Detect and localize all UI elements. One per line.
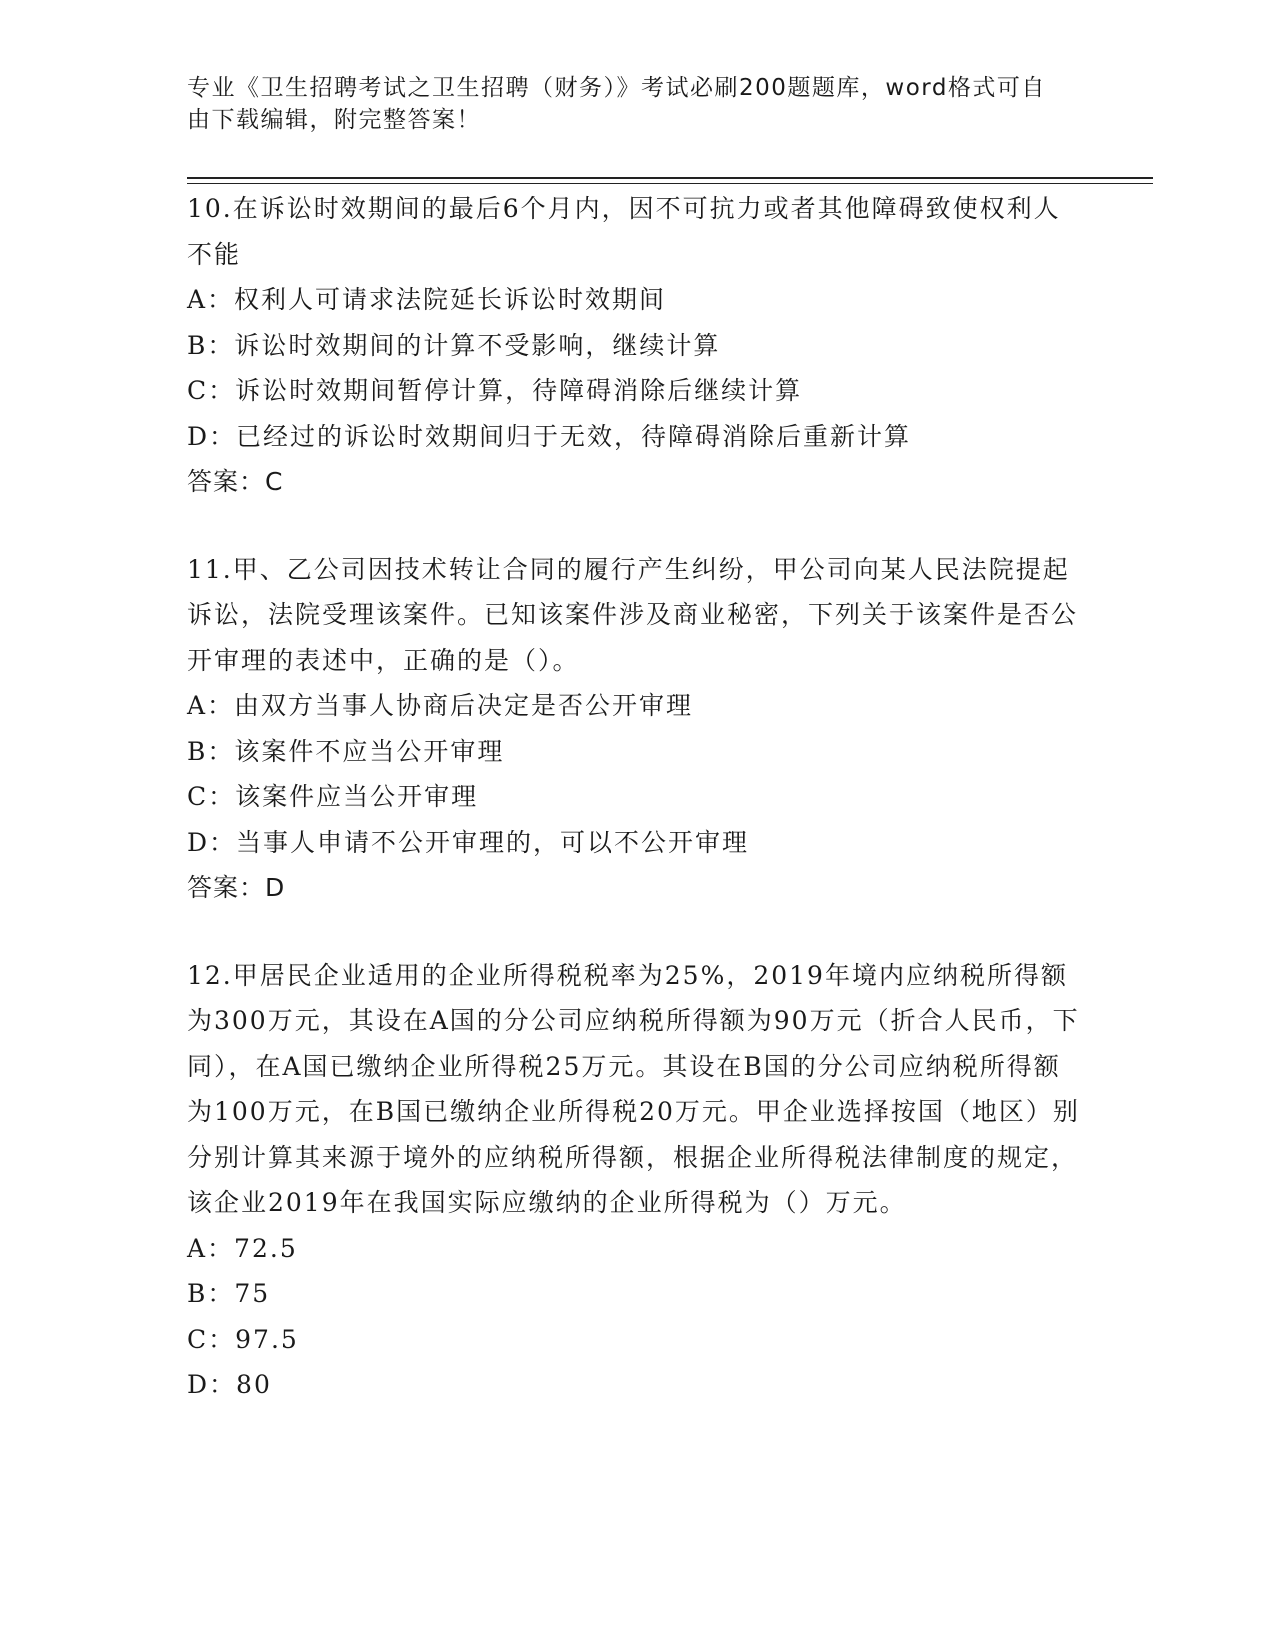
option-c: C：该案件应当公开审理 <box>187 782 479 811</box>
question-list <box>187 186 1087 1450</box>
header-divider-thick <box>187 177 1153 179</box>
option-a: A：权利人可请求法院延长诉讼时效期间 <box>187 285 667 314</box>
question-stem: 10.在诉讼时效期间的最后6个月内，因不可抗力或者其他障碍致使权利人不能 <box>187 194 1061 269</box>
answer-line: 答案：C <box>187 467 284 496</box>
header-divider-thin <box>187 183 1153 184</box>
question-10 <box>187 186 1087 505</box>
option-d: D：已经过的诉讼时效期间归于无效，待障碍消除后重新计算 <box>187 421 912 451</box>
option-a: A：72.5 <box>187 1233 298 1263</box>
option-d: D：80 <box>187 1370 272 1399</box>
option-c: C：97.5 <box>187 1324 299 1354</box>
question-12 <box>187 953 1087 1408</box>
question-11 <box>187 547 1087 911</box>
option-b: B：该案件不应当公开审理 <box>187 736 505 766</box>
option-b: B：75 <box>187 1279 271 1308</box>
question-stem: 12.甲居民企业适用的企业所得税税率为25%，2019年境内应纳税所得额为300万元，其设在A国的分公司应纳税所得额为90万元（折合人民币，下同），在A国已缴纳企业所得税25万元。其设在B国的分公司应纳税所得额为100万元，在B国已缴纳企业所得税20万元。甲企业选择按国（地区）别分别计算其来源于境外的应纳税所得额，根据企业所得税法律制度的规定，该企业2019年在我国实际应缴纳的企业所得税为（）万元。 <box>187 960 1080 1217</box>
option-a: A：由双方当事人协商后决定是否公开审理 <box>187 691 694 720</box>
document-header: 专业《卫生招聘考试之卫生招聘（财务）》考试必刷200题题库，word格式可自由下载编辑，附完整答案！ <box>187 75 1046 133</box>
option-b: B：诉讼时效期间的计算不受影响，继续计算 <box>187 330 721 360</box>
option-d: D：当事人申请不公开审理的，可以不公开审理 <box>187 827 750 857</box>
option-c: C：诉讼时效期间暂停计算，待障碍消除后继续计算 <box>187 376 803 405</box>
question-stem: 11.甲、乙公司因技术转让合同的履行产生纠纷，甲公司向某人民法院提起诉讼，法院受理该案件。已知该案件涉及商业秘密，下列关于该案件是否公开审理的表述中，正确的是（）。 <box>187 554 1079 675</box>
answer-line: 答案：D <box>187 873 286 902</box>
